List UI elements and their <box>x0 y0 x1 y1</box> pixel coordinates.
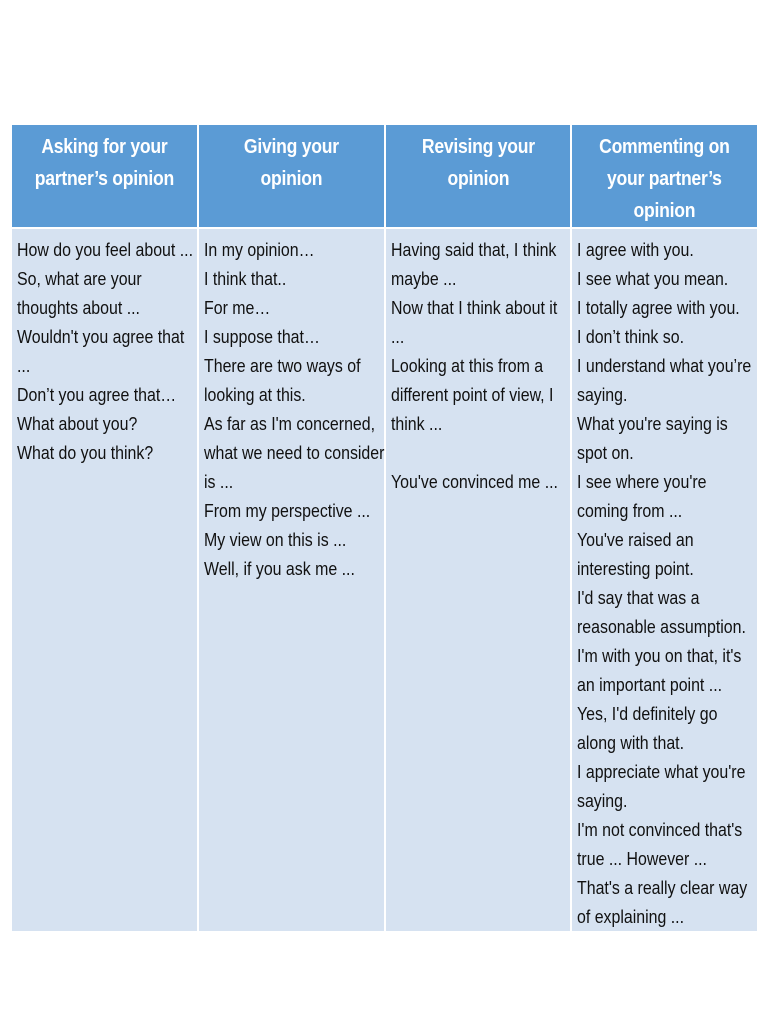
header-asking-label: Asking for your partner’s opinion <box>34 136 175 190</box>
phrase-item: What you're saying is spot on. <box>577 413 728 463</box>
phrase-item: From my perspective ... <box>203 500 370 521</box>
header-row <box>11 124 758 228</box>
cell-commenting <box>571 228 758 932</box>
content-row <box>11 228 758 932</box>
phrase-item: I understand what you’re saying. <box>577 355 752 405</box>
header-revising <box>385 124 572 228</box>
phrase-item: I'm with you on that, it's an important point ... <box>577 645 742 695</box>
phrase-item: Now that I think about it ... <box>390 297 557 347</box>
phrases-table-container <box>10 123 759 927</box>
phrase-item: You've convinced me ... <box>390 471 558 492</box>
phrase-item: As far as I'm concerned, what we need to consider is ... <box>203 413 385 492</box>
header-commenting <box>571 124 758 228</box>
header-asking <box>11 124 198 228</box>
list-revising <box>391 235 571 496</box>
phrase-item: What about you? <box>17 413 138 434</box>
phrase-item: Don’t you agree that… <box>17 384 177 405</box>
header-commenting-label: Commenting on your partner’s opinion <box>599 136 730 222</box>
phrase-item: How do you feel about ... <box>17 239 194 260</box>
phrase-item: That's a really clear way of explaining ... <box>577 877 748 927</box>
list-giving <box>204 235 384 583</box>
phrase-item: What do you think? <box>17 442 154 463</box>
phrase-item: There are two ways of looking at this. <box>203 355 361 405</box>
list-commenting <box>577 235 757 931</box>
phrase-item: For me… <box>203 297 271 318</box>
phrase-spacer <box>391 438 572 467</box>
phrases-table <box>10 123 759 933</box>
header-giving <box>198 124 385 228</box>
header-giving-label: Giving your opinion <box>243 136 339 190</box>
phrase-item: Well, if you ask me ... <box>203 558 355 579</box>
phrase-item: Yes, I'd definitely go along with that. <box>577 703 718 753</box>
cell-asking <box>11 228 198 932</box>
phrase-item: I think that.. <box>203 268 287 289</box>
phrase-item: Looking at this from a different point of view, I think ... <box>390 355 553 434</box>
phrase-item: So, what are your thoughts about ... <box>17 268 142 318</box>
phrase-item: In my opinion… <box>203 239 315 260</box>
header-revising-label: Revising your opinion <box>421 136 535 190</box>
phrase-item: I suppose that… <box>203 326 320 347</box>
phrase-item: Wouldn't you agree that ... <box>17 326 185 376</box>
phrase-item: I'd say that was a reasonable assumption. <box>577 587 747 637</box>
phrase-item: My view on this is ... <box>203 529 347 550</box>
cell-revising <box>385 228 572 932</box>
phrase-item: Having said that, I think maybe ... <box>390 239 556 289</box>
phrase-item: I'm not convinced that's true ... However ... <box>577 819 743 869</box>
phrase-item: I agree with you. <box>577 239 694 260</box>
phrase-item: I see where you're coming from ... <box>577 471 707 521</box>
phrase-item: You've raised an interesting point. <box>577 529 695 579</box>
cell-giving <box>198 228 385 932</box>
list-asking <box>17 235 197 467</box>
phrase-item: I totally agree with you. <box>577 297 740 318</box>
phrase-item: I appreciate what you're saying. <box>577 761 746 811</box>
phrase-item: I see what you mean. <box>577 268 729 289</box>
phrase-item: I don’t think so. <box>577 326 685 347</box>
